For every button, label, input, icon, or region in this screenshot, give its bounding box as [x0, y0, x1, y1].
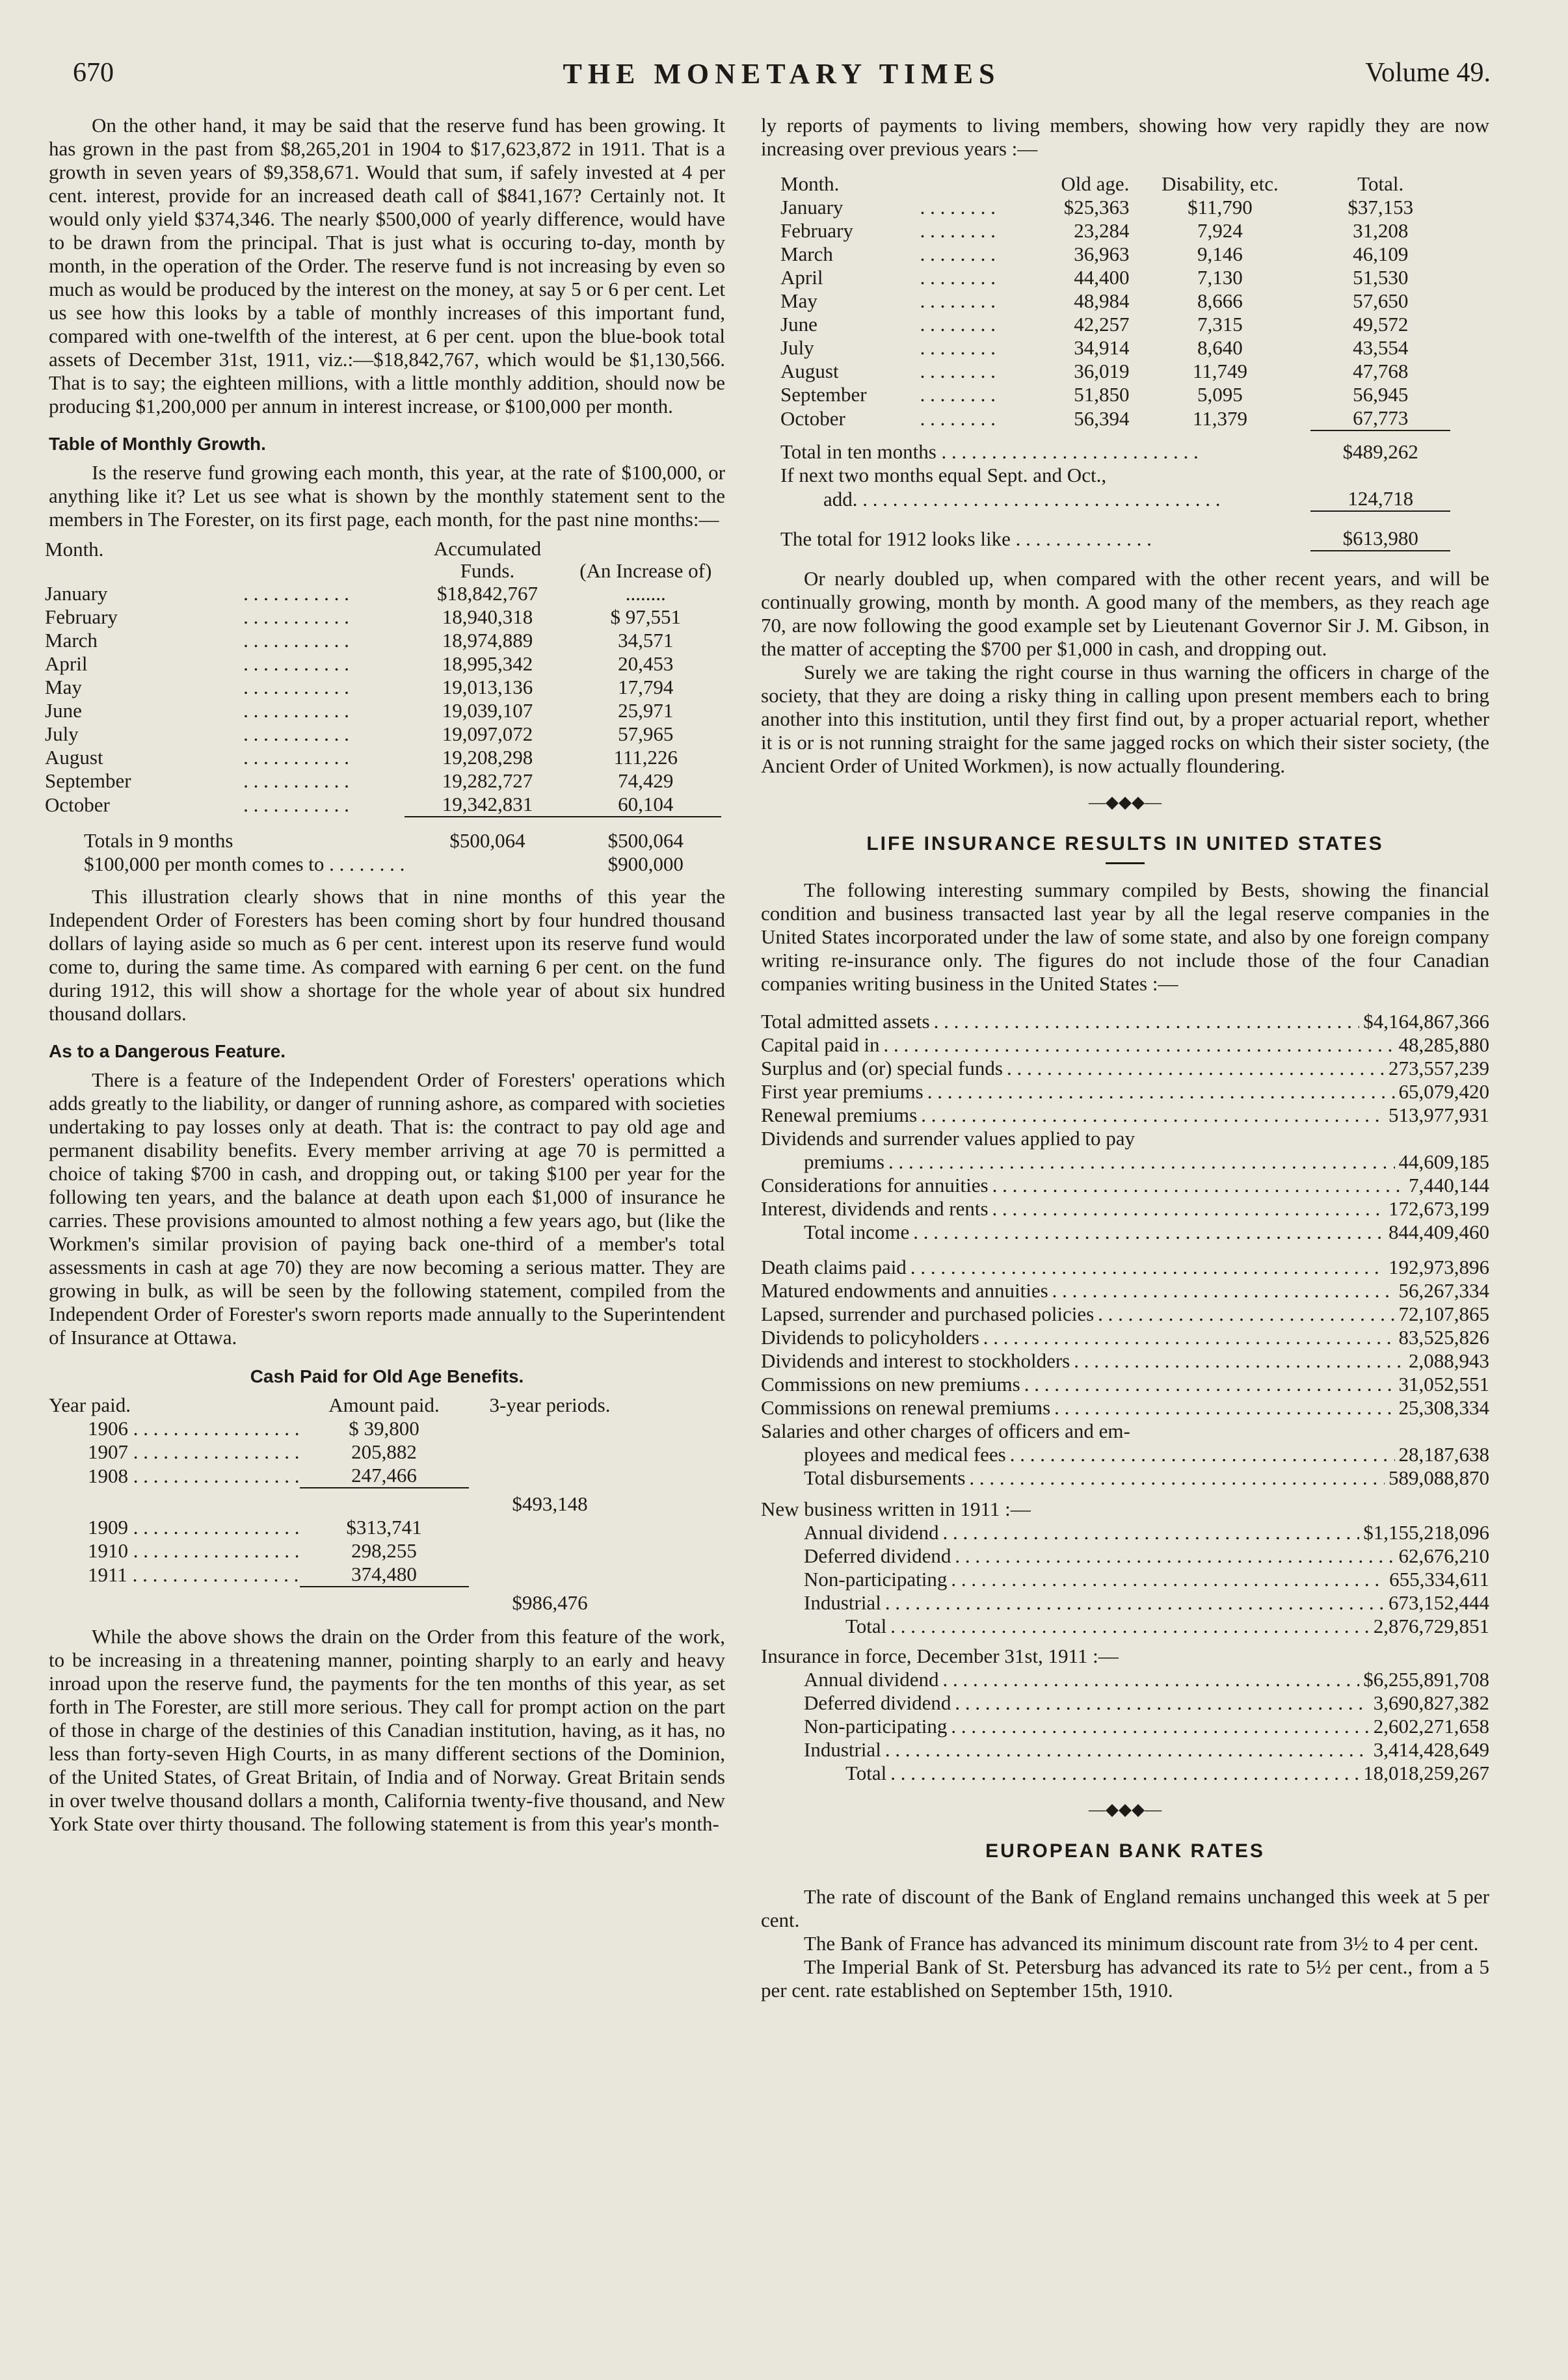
leader-dots: . . . . . . . . . . . [243, 746, 349, 769]
item-label: First year premiums [761, 1080, 924, 1103]
col-header-month: Month. [45, 538, 104, 561]
item-label: Deferred dividend [804, 1691, 951, 1714]
new-business-title: New business written in 1911 :— [761, 1498, 1031, 1520]
month-cell: September [45, 769, 131, 792]
item-value: 62,676,210 [1398, 1544, 1489, 1567]
item-label: Dividends and interest to stockholders [761, 1349, 1070, 1372]
leader-dots: . . . . . . . . [920, 313, 996, 336]
table-row [45, 746, 721, 769]
volume-label: Volume 49. [1365, 58, 1491, 88]
list-item [761, 1762, 1489, 1785]
paragraph: The Imperial Bank of St. Petersburg has advanced its rate to 5½ per cent., from a 5 per cent. rate established on September 15th, 1910. [761, 1955, 1489, 2002]
item-label: Death claims paid [761, 1256, 907, 1278]
list-item [761, 1615, 1489, 1638]
month-cell: April [780, 266, 823, 289]
paragraph: Or nearly doubled up, when compared with the other recent years, and will be continually growing, month by month. A good many of the members, as they reach age 70, are now following the good example set by Lieutenant Governor Sir J. M. Gibson, in the matter of accepting the $700 per $1,000 in cash, and dropping out. [761, 567, 1489, 660]
increase-cell: 25,971 [618, 699, 674, 722]
leader-dots: . . . . . . . . . . . [243, 722, 349, 745]
col-header-month: Month. [780, 172, 840, 195]
item-label: Industrial [804, 1738, 881, 1761]
list-item [761, 1197, 1489, 1221]
leader-dots: . . . . . . . . . . . [243, 676, 349, 698]
year-value: 1908 [88, 1464, 128, 1487]
old-age-cell: 48,984 [1074, 289, 1130, 312]
left-column [45, 114, 725, 1836]
year-value: 1911 [88, 1563, 127, 1586]
table-row [49, 1563, 725, 1587]
table-row [780, 196, 1450, 219]
paragraph: ly reports of payments to living members, showing how very rapidly they are now increasing over previous years :— [761, 114, 1489, 160]
list-item [761, 1279, 1489, 1302]
item-label: Non-participating [804, 1715, 948, 1738]
item-label: Total [845, 1762, 887, 1784]
next-months-value: 124,718 [1348, 487, 1414, 510]
table-row [49, 1539, 725, 1563]
month-cell: April [45, 652, 88, 675]
leader-dots: . . . . . . . . [920, 266, 996, 289]
total-cell: 31,208 [1353, 219, 1409, 242]
table-row [780, 336, 1450, 360]
disability-cell: 11,749 [1192, 360, 1247, 382]
old-age-cell: 34,914 [1074, 336, 1130, 359]
table-row [780, 219, 1450, 243]
amount-cell: $313,741 [346, 1516, 422, 1539]
table-row [780, 266, 1450, 289]
disability-cell: 11,379 [1192, 407, 1247, 430]
item-value: 7,440,144 [1409, 1174, 1489, 1197]
table-row [780, 243, 1450, 266]
increase-cell: $ 97,551 [610, 605, 682, 628]
year-cell: 1906 . . . . . . . . . . . . . . . . . [88, 1417, 300, 1440]
item-value: 2,602,271,658 [1373, 1715, 1489, 1738]
old-age-cell: 23,284 [1074, 219, 1130, 242]
item-value: 3,414,428,649 [1373, 1738, 1489, 1761]
leader-dots: . . . . . . . . . . . [243, 652, 349, 675]
item-label: Non-participating [804, 1568, 948, 1591]
item-value: 673,152,444 [1389, 1591, 1489, 1614]
ornamental-divider: —◆◆◆— [1089, 1800, 1162, 1819]
next-months-label: If next two months equal Sept. and Oct., [780, 464, 1107, 486]
month-cell: January [45, 582, 108, 605]
item-label: Commissions on renewal premiums [761, 1396, 1051, 1419]
funds-cell: 19,208,298 [442, 746, 533, 769]
item-value: 48,285,880 [1398, 1033, 1489, 1056]
table-row: add. . . . . . . . . . . . . . . . . . . . . . . . . . . . . . . . . . . . . 124,718 [780, 487, 1450, 511]
col-header-funds: Accumulated Funds. [433, 537, 542, 582]
item-value: 83,525,826 [1398, 1326, 1489, 1349]
month-cell: July [45, 722, 79, 745]
table-row [49, 1516, 725, 1539]
old-age-cell: 36,019 [1074, 360, 1130, 382]
total-cell: 43,554 [1353, 336, 1409, 359]
item-value: 273,557,239 [1389, 1057, 1489, 1079]
right-column [761, 114, 1489, 2002]
period-subtotal: $986,476 [512, 1591, 588, 1614]
leader-dots: . . . . . . . . [920, 196, 996, 218]
item-value: 655,334,611 [1389, 1568, 1489, 1591]
table-row [780, 406, 1450, 430]
add-label: add. [823, 488, 858, 510]
cash-paid-table [49, 1394, 725, 1615]
list-item [761, 1080, 1489, 1104]
monthly-growth-table [45, 538, 721, 876]
list-item [761, 1691, 1489, 1715]
list-item [761, 1544, 1489, 1568]
leader-dots: . . . . . . . . . . . [243, 769, 349, 792]
paragraph: The Bank of France has advanced its minimum discount rate from 3½ to 4 per cent. [804, 1932, 1479, 1955]
table-row [45, 823, 721, 853]
table-row [45, 722, 721, 746]
table-row [45, 605, 721, 629]
table-row [780, 383, 1450, 406]
section-heading-life-insurance: LIFE INSURANCE RESULTS IN UNITED STATES [866, 833, 1384, 854]
list-item [761, 1033, 1489, 1057]
old-age-cell: 51,850 [1074, 383, 1130, 406]
list-item [761, 1057, 1489, 1080]
item-label: Annual dividend [804, 1521, 939, 1544]
month-cell: May [45, 676, 82, 698]
totals-label: Totals in 9 months [84, 829, 233, 852]
leader-dots: . . . . . . . . [920, 383, 996, 406]
list-item: ployees and medical fees . . . 28,187,638 [761, 1443, 1489, 1466]
leader-dots: . . . . . . . . [920, 289, 996, 312]
list-item [761, 1668, 1489, 1691]
disability-cell: 9,146 [1197, 243, 1243, 265]
funds-cell: 18,974,889 [442, 629, 533, 652]
table-header-row [49, 1394, 725, 1417]
amount-cell: 298,255 [351, 1539, 417, 1562]
disability-cell: 8,666 [1197, 289, 1243, 312]
increase-cell: ........ [625, 582, 666, 605]
col-header-old-age: Old age. [1061, 172, 1130, 195]
table-row [49, 1492, 725, 1516]
item-value: $6,255,891,708 [1363, 1668, 1489, 1691]
increase-cell: 74,429 [618, 769, 674, 792]
table-header-row [45, 538, 721, 582]
table-header-row [780, 172, 1450, 196]
month-cell: March [780, 243, 833, 265]
leader-dots: . . . . . . . . [920, 219, 996, 242]
summary-list [761, 1010, 1489, 1785]
payments-table [780, 172, 1450, 554]
list-item [761, 1256, 1489, 1279]
total-cell: $37,153 [1348, 196, 1414, 218]
list-item [761, 1396, 1489, 1420]
item-value: 65,079,420 [1398, 1080, 1489, 1103]
disability-cell: 7,924 [1197, 219, 1243, 242]
item-label: Total [845, 1615, 887, 1637]
paragraph: While the above shows the drain on the Order from this feature of the work, to be increasing in a threatening manner, pointing sharply to an early and heavy inroad upon the reserve fund, the payments for the ten months of this year, as set forth in The Forester, are still more serious. They call for prompt action on the part of those in charge of the destinies of this Canadian institution, having, as it has, no less than forty-seven High Courts, in as many different sections of the Dominion, of the United States, of Great Britain, of India and of Norway. Great Britain sends in over twelve thousand dollars a month, California twenty-five thousand, and New York State over thirty thousand. The following statement is from this year's month- [49, 1625, 725, 1835]
item-label: Lapsed, surrender and purchased policies [761, 1302, 1095, 1325]
item-label: Commissions on new premiums [761, 1373, 1020, 1395]
month-cell: August [45, 746, 103, 769]
total-cell: 57,650 [1353, 289, 1409, 312]
list-item [761, 1715, 1489, 1738]
table-row [780, 464, 1450, 487]
funds-cell: $18,842,767 [436, 582, 538, 605]
page-header [73, 57, 1491, 103]
paragraph: The following interesting summary compiled by Bests, showing the financial condition and business transacted last year by all the legal reserve companies in the United States incorporated under the law of some state, and also by one foreign company writing re-insurance only. The figures do not include those of the four Canadian companies writing business in the United States :— [761, 879, 1489, 995]
table-row [45, 676, 721, 699]
year-cell: 1907 . . . . . . . . . . . . . . . . . [88, 1440, 300, 1463]
year-value: 1909 [88, 1516, 128, 1539]
leader-dots: . . . . . . . . [920, 360, 996, 382]
table-row [45, 629, 721, 652]
col-header-total: Total. [1357, 172, 1404, 195]
month-cell: February [45, 605, 118, 628]
item-value: 56,267,334 [1398, 1279, 1489, 1302]
col-header-year: Year paid. [49, 1394, 131, 1416]
list-item [761, 1302, 1489, 1326]
disability-cell: 7,315 [1197, 313, 1243, 336]
in-force-title: Insurance in force, December 31st, 1911 :— [761, 1645, 1119, 1667]
old-age-cell: 56,394 [1074, 407, 1130, 430]
item-value: 172,673,199 [1389, 1197, 1489, 1220]
table-row [45, 699, 721, 722]
table-row [49, 1591, 725, 1615]
ten-months-label: Total in ten months [780, 440, 937, 463]
per-month-value: $900,000 [607, 853, 684, 875]
section-heading-monthly-growth: Table of Monthly Growth. [49, 434, 266, 454]
year-cell: 1911 . . . . . . . . . . . . . . . . . [88, 1563, 299, 1586]
item-label: Industrial [804, 1591, 881, 1614]
item-value: $1,155,218,096 [1363, 1521, 1489, 1544]
old-age-cell: 44,400 [1074, 266, 1130, 289]
paragraph: Surely we are taking the right course in thus warning the officers in charge of the society, that they are doing a risky thing in calling upon present members each to bring another into this institution, until they first find out, by a proper actuarial report, whether it is or is not running straight for the same jagged rocks on which their sister society, (the Ancient Order of United Workmen), is now actually floundering. [761, 661, 1489, 777]
item-value: 192,973,896 [1389, 1256, 1489, 1278]
table-row [780, 360, 1450, 383]
table-row [49, 1464, 725, 1488]
list-item [761, 1349, 1489, 1373]
list-item [761, 1326, 1489, 1349]
list-item [761, 1373, 1489, 1396]
leader-dots: . . . . . . . . . . . [243, 699, 349, 722]
table-row [780, 289, 1450, 313]
section-heading-cash-paid: Cash Paid for Old Age Benefits. [250, 1366, 524, 1386]
old-age-cell: 36,963 [1074, 243, 1130, 265]
total-cell: 67,773 [1353, 406, 1409, 429]
year-value: 1907 [88, 1440, 128, 1463]
total-cell: 51,530 [1353, 266, 1409, 289]
old-age-cell: $25,363 [1063, 196, 1130, 218]
list-item [761, 1174, 1489, 1197]
total-cell: 49,572 [1353, 313, 1409, 336]
per-month-label: $100,000 per month comes to [84, 853, 325, 875]
item-label: Dividends to policyholders [761, 1326, 979, 1349]
list-item [761, 1010, 1489, 1033]
item-value: 25,308,334 [1398, 1396, 1489, 1419]
table-row: Total in ten months . . . . . . . . . . . . . . . . . . . . . . . . . . $489,262 [780, 436, 1450, 464]
disability-cell: $11,790 [1188, 196, 1253, 218]
funds-cell: 19,342,831 [442, 793, 533, 815]
disability-cell: 5,095 [1197, 383, 1243, 406]
leader-dots: . . . . . . . . [920, 407, 996, 430]
total-1912-label: The total for 1912 looks like [780, 527, 1011, 550]
item-label: Total admitted assets [761, 1010, 930, 1033]
month-cell: March [45, 629, 98, 652]
table-row [45, 582, 721, 605]
year-value: 1910 [88, 1539, 128, 1562]
table-row [45, 652, 721, 676]
ornamental-divider: —◆◆◆— [1089, 793, 1162, 812]
disability-cell: 8,640 [1197, 336, 1243, 359]
list-item: Total income . . . 844,409,460 [761, 1221, 1489, 1244]
table-row [45, 769, 721, 793]
funds-cell: 19,097,072 [442, 722, 533, 745]
table-row [45, 793, 721, 817]
list-item [761, 1591, 1489, 1615]
amount-cell: 205,882 [351, 1440, 417, 1463]
month-cell: January [780, 196, 844, 218]
month-cell: May [780, 289, 817, 312]
increase-cell: 60,104 [618, 793, 674, 815]
table-row [780, 313, 1450, 336]
table-row: $100,000 per month comes to . . . . . . . . $900,000 [45, 853, 721, 876]
list-item: Total disbursements . . . 589,088,870 [761, 1466, 1489, 1490]
funds-cell: 19,013,136 [442, 676, 533, 698]
col-header-disability: Disability, etc. [1162, 172, 1279, 195]
funds-cell: 18,940,318 [442, 605, 533, 628]
old-age-cell: 42,257 [1074, 313, 1130, 336]
list-item: Dividends and surrender values applied to pay [761, 1127, 1136, 1150]
increase-cell: 17,794 [618, 676, 674, 698]
month-cell: September [780, 383, 867, 406]
page-number: 670 [73, 58, 114, 88]
period-subtotal: $493,148 [512, 1492, 588, 1515]
amount-cell: 247,466 [351, 1464, 417, 1487]
item-label: Capital paid in [761, 1033, 880, 1056]
year-value: 1906 [88, 1417, 128, 1440]
month-cell: February [780, 219, 853, 242]
year-cell: 1910 . . . . . . . . . . . . . . . . . [88, 1539, 300, 1562]
col-header-period: 3-year periods. [489, 1394, 611, 1416]
increase-cell: 20,453 [618, 652, 674, 675]
heading-rule [1106, 862, 1145, 864]
month-cell: October [45, 793, 110, 816]
paragraph: On the other hand, it may be said that the reserve fund has been growing. It has grown in the past from $8,265,201 in 1904 to $17,623,872 in 1911. That is a growth in seven years of $9,358,671. Would that sum, if safely invested at 4 per cent. interest, provide for an increased death call of $841,167? Certainly not. It would only yield $374,346. The nearly $500,000 of yearly difference, would have to be drawn from the principal. That is just what is occuring to-day, month by month, in the operation of the Order. The reserve fund is not increasing by even so much as would be produced by the interest on the money, at say 5 or 6 per cent. Let us see how this looks by a table of monthly increases of this important fund, compared with one-twelfth of the interest, at 6 per cent. upon the blue-book total assets of December 31st, 1911, viz.:—$18,842,767, which would be $1,130,566. That is to say; the eighteen millions, with a little monthly addition, should now be producing $1,200,000 per annum in interest increase, or $100,000 per month. [49, 114, 725, 417]
leader-dots: . . . . . . . . [920, 243, 996, 265]
list-item [761, 1738, 1489, 1762]
item-value: $4,164,867,366 [1363, 1010, 1489, 1033]
paragraph: This illustration clearly shows that in nine months of this year the Independent Order of Foresters has been coming short by four hundred thousand dollars of laying aside so much as 6 per cent. interest upon its reserve fund would come to, during the same time. As compared with earning 6 per cent. on the fund during 1912, this will show a shortage for the whole year of about six hundred thousand dollars. [49, 885, 725, 1025]
table-row: The total for 1912 looks like . . . . . . . . . . . . . . $613,980 [780, 521, 1450, 551]
leader-dots: . . . . . . . . . . . [243, 605, 349, 628]
list-item [761, 1521, 1489, 1544]
item-value: 18,018,259,267 [1363, 1762, 1489, 1784]
item-label: Deferred dividend [804, 1544, 951, 1567]
year-cell: 1909 . . . . . . . . . . . . . . . . . [88, 1516, 300, 1539]
leader-dots: . . . . . . . . . . . [243, 629, 349, 652]
item-value: 31,052,551 [1398, 1373, 1489, 1395]
list-item: Salaries and other charges of officers and em- [761, 1420, 1130, 1442]
item-label: Renewal premiums [761, 1104, 918, 1126]
item-label: Matured endowments and annuities [761, 1279, 1048, 1302]
item-label: Annual dividend [804, 1668, 939, 1691]
month-cell: July [780, 336, 814, 359]
totals-funds: $500,064 [449, 829, 525, 852]
paragraph: The rate of discount of the Bank of England remains unchanged this week at 5 per cent. [761, 1885, 1489, 1931]
list-item: premiums . . . 44,609,185 [761, 1150, 1489, 1174]
disability-cell: 7,130 [1197, 266, 1243, 289]
increase-cell: 57,965 [618, 722, 674, 745]
month-cell: October [780, 407, 845, 430]
total-cell: 47,768 [1353, 360, 1409, 382]
year-cell: 1908 . . . . . . . . . . . . . . . . . [88, 1464, 300, 1487]
leader-dots: . . . . . . . . [920, 336, 996, 359]
section-heading-dangerous-feature: As to a Dangerous Feature. [49, 1041, 286, 1061]
leader-dots: . . . . . . . . . . . [243, 582, 349, 605]
increase-cell: 111,226 [613, 746, 678, 769]
paragraph: Is the reserve fund growing each month, this year, at the rate of $100,000, or anything like it? Let us see what is shown by the monthly statement sent to the members in The Forester, on its first page, each month, for the past nine months:— [49, 461, 725, 531]
increase-cell: 34,571 [618, 629, 674, 652]
table-row [49, 1417, 725, 1440]
item-value: 2,088,943 [1409, 1349, 1489, 1372]
funds-cell: 18,995,342 [442, 652, 533, 675]
table-row [49, 1440, 725, 1464]
amount-cell: $ 39,800 [349, 1417, 419, 1440]
col-header-increase: (An Increase of) [579, 559, 712, 582]
month-cell: August [780, 360, 839, 382]
item-value: 2,876,729,851 [1373, 1615, 1489, 1637]
ten-months-value: $489,262 [1342, 440, 1418, 463]
item-label: Interest, dividends and rents [761, 1197, 989, 1220]
col-header-amount: Amount paid. [328, 1394, 440, 1416]
item-label: Considerations for annuities [761, 1174, 989, 1197]
amount-cell: 374,480 [351, 1563, 417, 1585]
item-value: 72,107,865 [1398, 1302, 1489, 1325]
totals-increase: $500,064 [607, 829, 684, 852]
masthead: THE MONETARY TIMES [563, 58, 1001, 90]
item-value: 513,977,931 [1389, 1104, 1489, 1126]
item-label: Surplus and (or) special funds [761, 1057, 1003, 1079]
month-cell: June [780, 313, 817, 336]
total-cell: 46,109 [1353, 243, 1409, 265]
list-item [761, 1568, 1489, 1591]
item-value: 3,690,827,382 [1373, 1691, 1489, 1714]
leader-dots: . . . . . . . . . . . [243, 793, 349, 816]
paragraph: There is a feature of the Independent Order of Foresters' operations which adds greatly to the liability, or danger of running ashore, as compared with societies undertaking to pay losses only at death. That is: the contract to pay old age and permanent disability benefits. Every member arriving at age 70 is permitted a choice of taking $700 in cash, and dropping out, or taking $100 per year for the following ten years, and the balance at death upon each $1,000 of insurance he carries. These provisions amounted to almost nothing a few years ago, but (like the Workmen's similar provision of paying back one-third of a member's total assessments in cash at age 70) they are now becoming a serious matter. They are growing in bulk, as will be seen by the following statement, compiled from the Independent Order of Forester's sworn reports made annually to the Superintendent of Insurance at Ottawa. [49, 1068, 725, 1349]
month-cell: June [45, 699, 82, 722]
total-1912-value: $613,980 [1342, 527, 1418, 549]
total-cell: 56,945 [1353, 383, 1409, 406]
funds-cell: 19,282,727 [442, 769, 533, 792]
funds-cell: 19,039,107 [442, 699, 533, 722]
list-item [761, 1104, 1489, 1127]
section-heading-bank-rates: EUROPEAN BANK RATES [985, 1840, 1265, 1862]
